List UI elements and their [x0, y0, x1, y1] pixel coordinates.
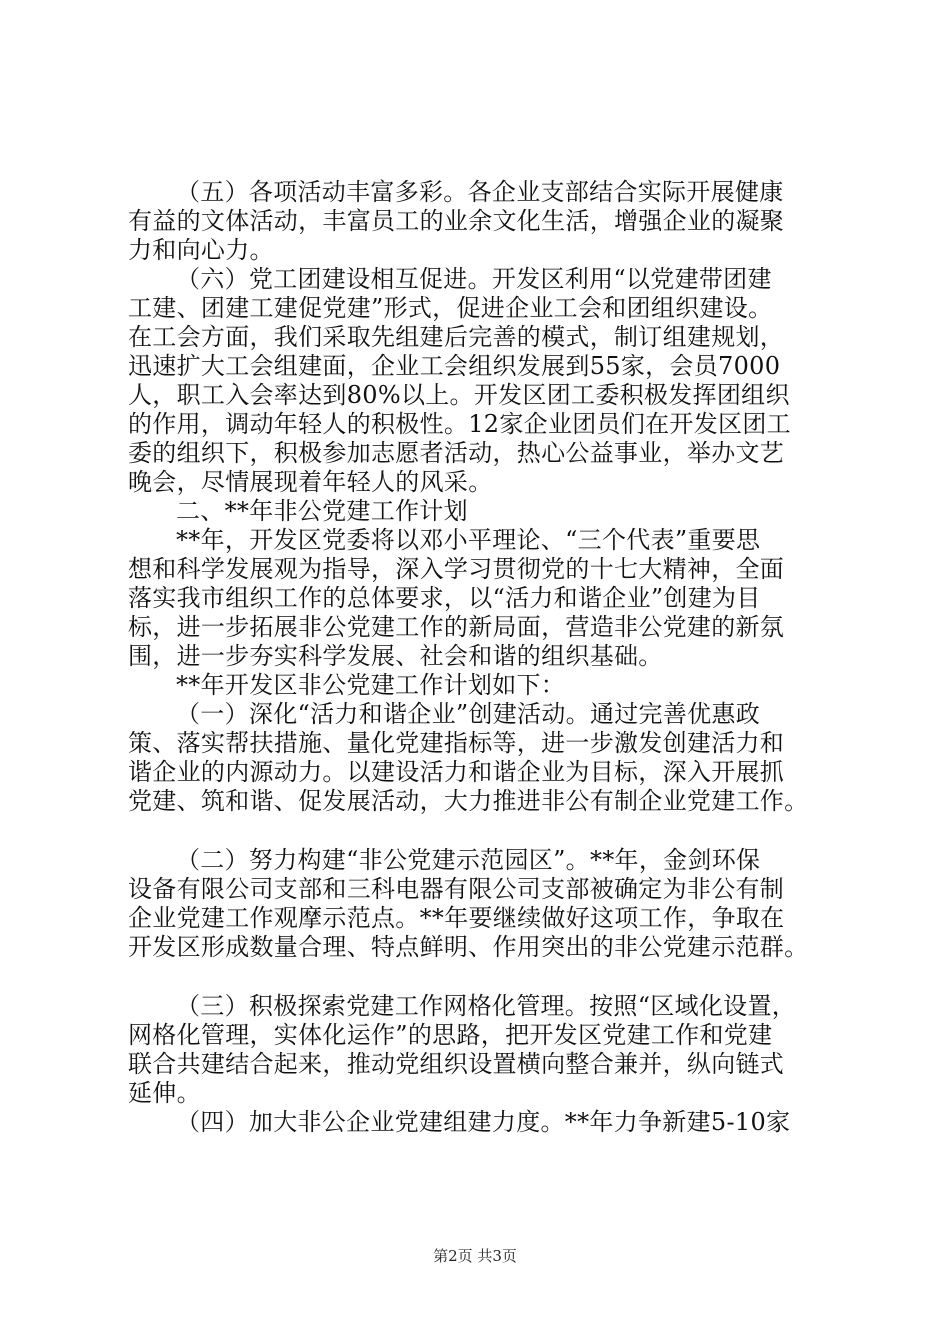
text-line: 开发区形成数量合理、特点鲜明、作用突出的非公党建示范群。	[128, 933, 809, 961]
text-line: 联合共建结合起来，推动党组织设置横向整合兼并，纵向链式	[128, 1050, 785, 1078]
text-line: （五）各项活动丰富多彩。各企业支部结合实际开展健康	[176, 178, 784, 206]
section-heading-text: 二、**年非公党建工作计划	[176, 497, 468, 525]
text-line: 标，进一步拓展非公党建工作的新局面，营造非公党建的新氛	[128, 613, 785, 641]
text-line: 力和向心力。	[128, 236, 274, 264]
text-line: 在工会方面，我们采取先组建后完善的模式，制订组建规划，	[128, 323, 785, 351]
paragraph-activities	[128, 178, 844, 265]
paragraph-plan-lead	[128, 671, 844, 700]
paragraph-plan-item-3	[128, 992, 844, 1108]
page-number-footer: 第2页 共3页	[433, 1247, 517, 1265]
text-line: 策、落实帮扶措施、量化党建指标等，进一步激发创建活力和	[128, 729, 785, 757]
text-line: 党建、筑和谐、促发展活动，大力推进非公有制企业党建工作。	[128, 787, 809, 815]
paragraph-plan-item-4	[128, 1108, 844, 1137]
text-line: 的作用，调动年轻人的积极性。12家企业团员们在开发区团工	[128, 410, 791, 438]
text-line: 委的组织下，积极参加志愿者活动，热心公益事业，举办文艺	[128, 439, 785, 467]
text-line: 围，进一步夯实科学发展、社会和谐的组织基础。	[128, 642, 663, 670]
text-line: 设备有限公司支部和三科电器有限公司支部被确定为非公有制	[128, 875, 785, 903]
paragraph-plan-item-1	[128, 700, 844, 816]
text-line: 企业党建工作观摩示范点。**年要继续做好这项工作，争取在	[128, 904, 785, 932]
text-line: （一）深化“活力和谐企业”创建活动。通过完善优惠政	[176, 700, 761, 728]
text-line: 谐企业的内源动力。以建设活力和谐企业为目标，深入开展抓	[128, 758, 785, 786]
text-line: 网格化管理，实体化运作”的思路，把开发区党建工作和党建	[128, 1021, 773, 1049]
section-heading	[128, 497, 844, 526]
paragraph-plan-intro	[128, 526, 844, 671]
text-line: 延伸。	[128, 1079, 201, 1107]
text-line: （三）积极探索党建工作网格化管理。按照“区域化设置，	[176, 992, 797, 1020]
text-line: （四）加大非公企业党建组建力度。**年力争新建5-10家	[176, 1108, 791, 1136]
text-line: 晚会，尽情展现着年轻人的风采。	[128, 468, 493, 496]
text-line: 人，职工入会率达到80%以上。开发区团工委积极发挥团组织	[128, 381, 790, 409]
text-line: 有益的文体活动，丰富员工的业余文化生活，增强企业的凝聚	[128, 207, 785, 235]
text-line: 迅速扩大工会组建面，企业工会组织发展到55家，会员7000	[128, 352, 781, 380]
text-line: 想和科学发展观为指导，深入学习贯彻党的十七大精神，全面	[128, 555, 785, 583]
text-line: 工建、团建工建促党建”形式，促进企业工会和团组织建设。	[128, 294, 773, 322]
text-line: （六）党工团建设相互促进。开发区利用“以党建带团建	[176, 265, 772, 293]
text-line: **年开发区非公党建工作计划如下：	[176, 671, 566, 699]
text-line: 落实我市组织工作的总体要求，以“活力和谐企业”创建为目	[128, 584, 761, 612]
text-line: （二）努力构建“非公党建示范园区”。**年，金剑环保	[176, 846, 761, 874]
text-line: **年，开发区党委将以邓小平理论、“三个代表”重要思	[176, 526, 761, 554]
paragraph-plan-item-2	[128, 846, 844, 962]
document-body	[128, 178, 844, 1137]
paragraph-party-union	[128, 265, 844, 497]
